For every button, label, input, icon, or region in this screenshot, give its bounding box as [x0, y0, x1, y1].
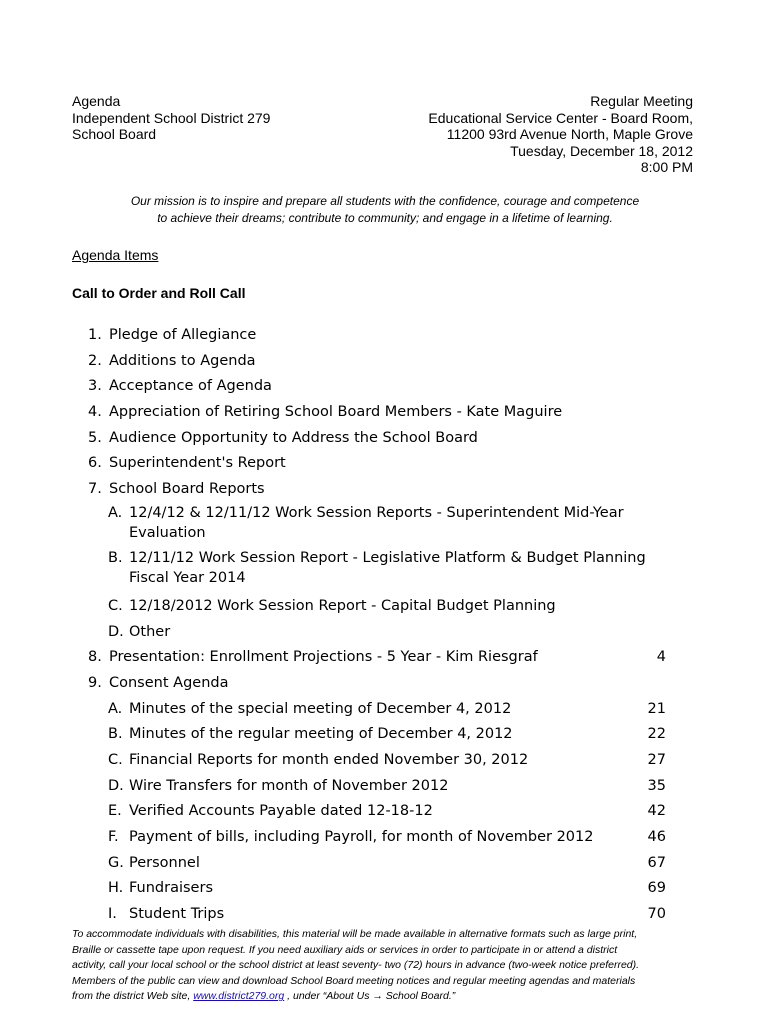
- item-letter: C.: [108, 597, 123, 614]
- mission-line: to achieve their dreams; contribute to community; and engage in a lifetime of learning.: [157, 210, 613, 225]
- item-text: Financial Reports for month ended November 30, 2012: [129, 751, 529, 768]
- item-text: School Board Reports: [109, 481, 265, 498]
- item-letter: F.: [108, 829, 119, 845]
- item-letter: E.: [108, 803, 122, 820]
- item-page: 35: [647, 777, 666, 794]
- item-number: 4.: [88, 404, 102, 421]
- item-text: Minutes of the regular meeting of December 4, 2012: [129, 726, 513, 743]
- item-page: 46: [647, 829, 666, 845]
- item-page: 69: [647, 880, 666, 897]
- item-text: 12/4/12 & 12/11/12 Work Session Reports - Superintendent Mid-Year Evaluation: [129, 504, 624, 541]
- agenda-item: [88, 478, 688, 504]
- item-page: 42: [647, 803, 666, 820]
- notice-line: Braille or cassette tape upon request. If you need auxiliary aids or services in order to participate in or attend a district: [72, 943, 618, 956]
- agenda-subitem: [88, 749, 688, 775]
- item-text: Minutes of the special meeting of December 4, 2012: [129, 700, 512, 717]
- item-text: Student Trips: [129, 906, 225, 923]
- item-text: Payment of bills, including Payroll, for month of November 2012: [129, 829, 594, 845]
- item-text: Audience Opportunity to Address the School Board: [109, 429, 478, 446]
- district-name: Independent School District 279: [72, 109, 271, 126]
- item-number: 7.: [88, 481, 102, 498]
- item-text: Consent Agenda: [109, 674, 229, 691]
- meeting-location: Educational Service Center - Board Room,: [428, 109, 693, 126]
- agenda-subitem: [88, 903, 688, 929]
- item-number: 3.: [88, 378, 102, 395]
- notice-line: Members of the public can view and download School Board meeting notices and regular meeting agendas and materials: [72, 974, 636, 987]
- agenda-subitem: [88, 621, 688, 647]
- notice-line: To accommodate individuals with disabilities, this material will be made available in alternative formats such as large print,: [72, 928, 638, 940]
- item-text: 12/18/2012 Work Session Report - Capital Budget Planning: [129, 597, 556, 614]
- notice-prefix: from the district Web site,: [72, 990, 194, 1003]
- agenda-item: [88, 401, 688, 427]
- item-number: 9.: [88, 674, 102, 691]
- agenda-item: [88, 646, 688, 672]
- district-website-link[interactable]: www.district279.org: [193, 990, 285, 1003]
- accessibility-notice: [72, 927, 702, 1005]
- item-text: Presentation: Enrollment Projections - 5 Year - Kim Riesgraf: [109, 649, 538, 666]
- meeting-address: 11200 93rd Avenue North, Maple Grove: [446, 126, 693, 142]
- meeting-date: Tuesday, December 18, 2012: [510, 142, 693, 159]
- agenda-item: [88, 350, 688, 376]
- item-letter: C.: [108, 751, 123, 768]
- agenda-item: [88, 452, 688, 478]
- agenda-subitem: [88, 852, 688, 878]
- item-letter: B.: [108, 726, 123, 743]
- header-right: [428, 93, 693, 176]
- mission-line: Our mission is to inspire and prepare all students with the confidence, courage and competence: [130, 194, 640, 208]
- item-letter: B.: [108, 550, 123, 567]
- item-page: 21: [647, 700, 666, 717]
- agenda-list: [88, 324, 688, 929]
- item-text: Acceptance of Agenda: [109, 378, 272, 395]
- item-text: Additions to Agenda: [109, 352, 256, 369]
- item-letter: H.: [108, 880, 124, 897]
- agenda-subitem: [88, 698, 688, 724]
- meeting-type: Regular Meeting: [590, 93, 693, 109]
- item-text: Fundraisers: [129, 880, 213, 897]
- agenda-subitem: [88, 800, 688, 826]
- notice-line-last: [72, 989, 702, 1005]
- notice-line: activity, call your local school or the school district at least seventy- two (72) hours in advance (two-week notice preferred).: [72, 959, 640, 972]
- item-number: 2.: [88, 352, 102, 369]
- item-page: 27: [647, 751, 666, 768]
- agenda-subitem: [88, 775, 688, 801]
- item-number: 5.: [88, 429, 102, 446]
- item-number: 1.: [88, 327, 102, 343]
- agenda-subitem: [88, 723, 688, 749]
- item-text: Wire Transfers for month of November 2012: [129, 777, 449, 794]
- item-text: Appreciation of Retiring School Board Members - Kate Maguire: [109, 404, 563, 421]
- agenda-item: [88, 427, 688, 453]
- item-text: 12/11/12 Work Session Report - Legislative Platform & Budget Planning Fiscal Year 2014: [129, 550, 646, 587]
- notice-suffix: , under “About Us → School Board.”: [284, 990, 456, 1003]
- agenda-subitem: [88, 877, 688, 903]
- mission-statement: [72, 193, 698, 226]
- item-letter: I.: [108, 906, 117, 923]
- item-letter: A.: [108, 700, 123, 717]
- item-text: Personnel: [129, 854, 200, 871]
- agenda-subitem: [88, 504, 688, 550]
- item-number: 8.: [88, 649, 102, 666]
- header-left: [72, 93, 270, 143]
- agenda-subitem: [88, 549, 688, 595]
- item-page: 67: [647, 854, 666, 871]
- item-letter: G.: [108, 854, 124, 871]
- item-page: 22: [647, 726, 666, 743]
- meeting-time: 8:00 PM: [640, 159, 693, 175]
- document-type: Agenda: [72, 93, 121, 109]
- agenda-item: [88, 375, 688, 401]
- item-text: Other: [129, 623, 171, 640]
- item-letter: D.: [108, 777, 124, 794]
- agenda-items-heading: Agenda Items: [72, 247, 159, 263]
- agenda-item: [88, 672, 688, 698]
- agenda-subitem: [88, 595, 688, 621]
- item-number: 6.: [88, 455, 102, 472]
- item-text: Pledge of Allegiance: [109, 327, 257, 343]
- agenda-item: [88, 324, 688, 350]
- item-letter: A.: [108, 504, 123, 521]
- call-to-order-heading: Call to Order and Roll Call: [72, 285, 246, 301]
- item-text: Superintendent's Report: [109, 455, 286, 472]
- item-letter: D.: [108, 623, 124, 640]
- item-text: Verified Accounts Payable dated 12-18-12: [129, 803, 433, 820]
- board-name: School Board: [72, 126, 157, 142]
- item-page: 4: [656, 649, 666, 666]
- agenda-subitem: [88, 826, 688, 852]
- item-page: 70: [647, 906, 666, 923]
